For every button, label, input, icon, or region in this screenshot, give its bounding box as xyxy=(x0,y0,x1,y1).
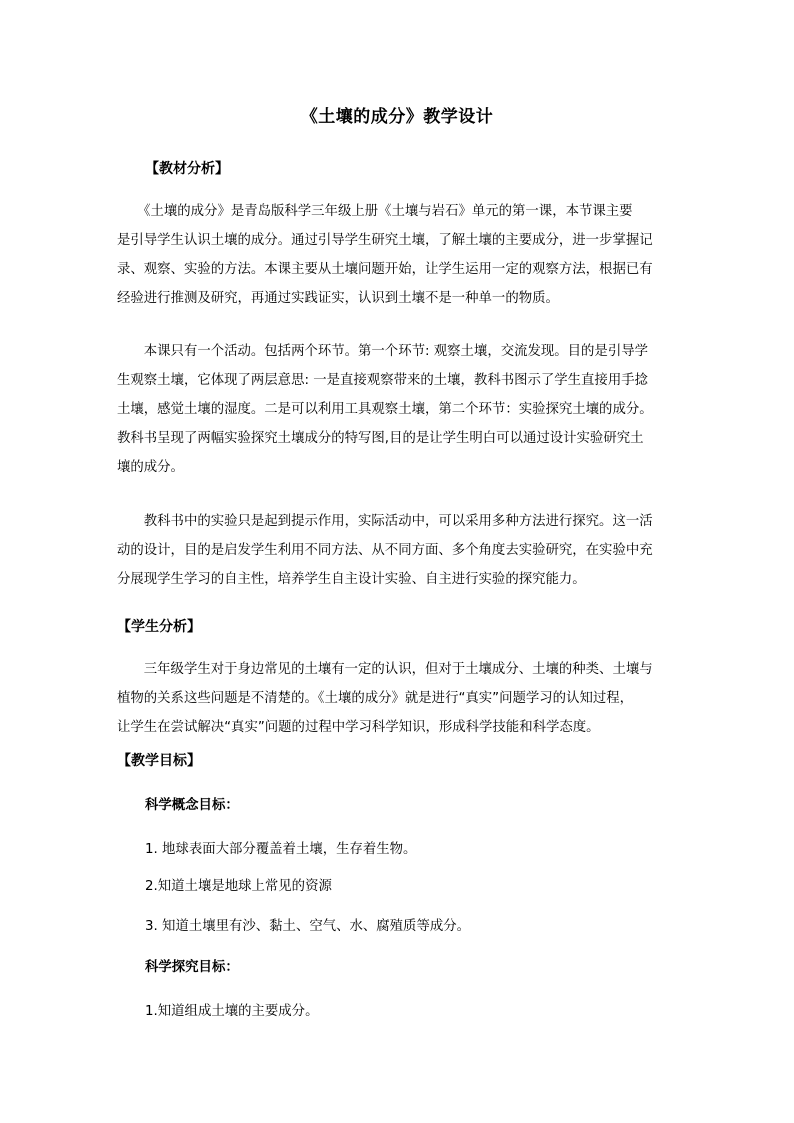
list-item: 1.知道组成土壤的主要成分。 xyxy=(145,1004,319,1019)
heading-student-analysis: 【学生分析】 xyxy=(117,619,201,635)
text-line: 本课只有一个活动。包括两个环节。第一个环节: 观察土壤，交流发现。目的是引导学 xyxy=(117,344,648,359)
text-line: 让学生在尝试解决“真实”问题的过程中学习科学知识，形成科学技能和科学态度。 xyxy=(117,720,600,735)
text-line: 三年级学生对于身边常见的土壤有一定的认识，但对于土壤成分、土壤的种类、土壤与 xyxy=(117,662,653,677)
text-line: 土壤，感觉土壤的湿度。二是可以利用工具观察土壤，第二个环节：实验探究土壤的成分。 xyxy=(117,402,653,417)
list-item: 2.知道土壤是地球上常见的资源 xyxy=(145,879,332,894)
list-item: 1. 地球表面大部分覆盖着土壤，生存着生物。 xyxy=(145,842,417,857)
text-line: 教科书中的实验只是起到提示作用，实际活动中，可以采用多种方法进行探究。这一活 xyxy=(117,514,653,529)
paragraph-material-3 xyxy=(117,507,677,594)
paragraph-material-1 xyxy=(117,197,677,313)
text-line: 分展现学生学习的自主性，培养学生自主设计实验、自主进行实验的探究能力。 xyxy=(117,572,586,587)
text-line: 生观察土壤，它体现了两层意思: 一是直接观察带来的土壤，教科书图示了学生直接用手捻 xyxy=(117,373,648,388)
list-item: 3. 知道土壤里有沙、黏土、空气、水、腐殖质等成分。 xyxy=(145,919,471,934)
text-line: 教科书呈现了两幅实验探究土壤成分的特写图,目的是让学生明白可以通过设计实验研究土 xyxy=(117,431,644,446)
paragraph-student-1 xyxy=(117,655,677,742)
text-line: 经验进行推测及研究，再通过实践证实，认识到土壤不是一种单一的物质。 xyxy=(117,291,559,306)
label-science-concept-goals: 科学概念目标： xyxy=(145,798,239,813)
label-science-inquiry-goals: 科学探究目标： xyxy=(145,960,239,975)
text-line: 植物的关系这些问题是不清楚的。《土壤的成分》就是进行“真实”问题学习的认知过程， xyxy=(117,691,634,706)
text-line: 壤的成分。 xyxy=(117,460,184,475)
text-line: 录、观察、实验的方法。本课主要从土壤问题开始，让学生运用一定的观察方法，根据已有 xyxy=(117,262,653,277)
text-line: 是引导学生认识土壤的成分。通过引导学生研究土壤，了解土壤的主要成分，进一步掌握记 xyxy=(117,233,653,248)
text-line: 动的设计，目的是启发学生利用不同方法、从不同方面、多个角度去实验研究，在实验中充 xyxy=(117,543,653,558)
heading-teaching-goals: 【教学目标】 xyxy=(117,753,201,769)
document-title: 《土壤的成分》教学设计 xyxy=(300,107,494,127)
heading-material-analysis: 【教材分析】 xyxy=(145,161,229,177)
text-line: 《土壤的成分》是青岛版科学三年级上册《土壤与岩石》单元的第一课，本节课主要 xyxy=(117,204,633,219)
paragraph-material-2 xyxy=(117,337,677,482)
